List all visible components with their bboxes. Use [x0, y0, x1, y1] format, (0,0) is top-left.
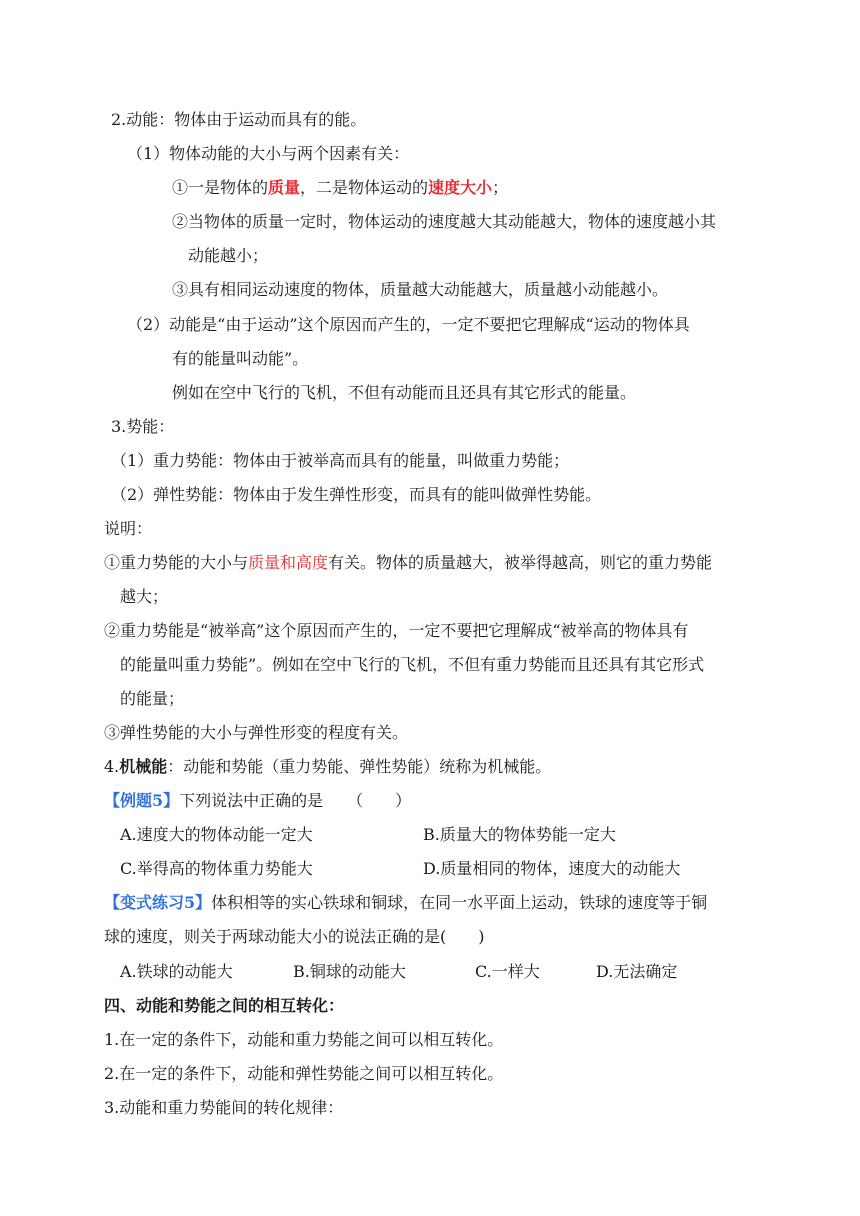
- variant-5-label: 【变式练习5】: [104, 893, 212, 912]
- example-5-label: 【例题5】: [104, 791, 180, 810]
- kinetic-note-line-1: （2）动能是“由于运动”这个原因而产生的，一定不要把它理解成“运动的物体具: [127, 315, 690, 334]
- kinetic-factor-item-3: ③具有相同运动速度的物体，质量越大动能越大，质量越小动能越小。: [172, 280, 669, 299]
- mass-height-highlight: 质量和高度: [248, 553, 329, 572]
- kinetic-factor-item-1: [172, 176, 508, 200]
- kinetic-note-line-2: 有的能量叫动能”。: [172, 349, 309, 368]
- gravitational-potential-definition: （1）重力势能：物体由于被举高而具有的能量，叫做重力势能；: [111, 451, 570, 470]
- kinetic-factor-item-2-line-1: ②当物体的质量一定时，物体运动的速度越大其动能越大，物体的速度越小其: [172, 212, 717, 231]
- variant-5-question-line-1: [104, 891, 707, 915]
- speed-highlight: 速度大小: [428, 178, 493, 197]
- explanation-item-1-line-1: [104, 551, 712, 575]
- item1-text-a: ①一是物体的: [172, 178, 269, 197]
- explanation-item-1-line-2: 越大；: [120, 587, 169, 606]
- variant-5-option-c: C.一样大: [475, 962, 540, 981]
- kinetic-energy-title: 2.动能：物体由于运动而具有的能。: [111, 110, 367, 129]
- example-5-option-a: A.速度大的物体动能一定大: [120, 825, 313, 844]
- kinetic-factors-point: （1）物体动能的大小与两个因素有关：: [127, 144, 410, 163]
- variant-5-text: 体积相等的实心铁球和铜球，在同一水平面上运动，铁球的速度等于铜: [211, 893, 708, 912]
- conversion-point-2: 2.在一定的条件下，动能和弹性势能之间可以相互转化。: [104, 1064, 504, 1083]
- variant-5-question-line-2: 球的速度，则关于两球动能大小的说法正确的是( ): [104, 927, 485, 946]
- explanation-item-2-line-3: 的能量；: [120, 689, 185, 708]
- mechanical-energy-term: 机械能: [119, 757, 168, 776]
- example-5-option-d: D.质量相同的物体，速度大的动能大: [423, 859, 681, 878]
- explanation-item-3: ③弹性势能的大小与弹性形变的程度有关。: [104, 723, 409, 742]
- explanation-item-2-line-2: 的能量叫重力势能”。例如在空中飞行的飞机，不但有重力势能而且还具有其它形式: [120, 655, 705, 674]
- item1-text-b: ，二是物体运动的: [300, 178, 429, 197]
- variant-5-option-d: D.无法确定: [596, 962, 678, 981]
- example-5-text: 下列说法中正确的是 （ ）: [179, 791, 412, 810]
- exp1-text-b: 有关。物体的质量越大，被举得越高，则它的重力势能: [328, 553, 713, 572]
- mechanical-energy-definition: [104, 755, 551, 779]
- exp1-text-a: ①重力势能的大小与: [104, 553, 249, 572]
- conversion-point-3: 3.动能和重力势能间的转化规律：: [104, 1098, 344, 1117]
- mass-highlight: 质量: [268, 178, 301, 197]
- elastic-potential-definition: （2）弹性势能：物体由于发生弹性形变，而具有的能叫做弹性势能。: [111, 485, 602, 504]
- variant-5-option-a: A.铁球的动能大: [120, 962, 233, 981]
- item1-text-c: ；: [492, 178, 509, 197]
- explanation-label: 说明：: [104, 519, 153, 538]
- example-5-option-b: B.质量大的物体势能一定大: [423, 825, 616, 844]
- energy-conversion-heading: 四、动能和势能之间的相互转化：: [104, 996, 345, 1015]
- variant-5-option-b: B.铜球的动能大: [293, 962, 406, 981]
- explanation-item-2-line-1: ②重力势能是“被举高”这个原因而产生的，一定不要把它理解成“被举高的物体具有: [104, 621, 689, 640]
- kinetic-factor-item-2-line-2: 动能越小；: [188, 246, 269, 265]
- example-5-question: [104, 789, 411, 813]
- potential-energy-title: 3.势能：: [111, 417, 175, 436]
- kinetic-note-line-3: 例如在空中飞行的飞机，不但有动能而且还具有其它形式的能量。: [172, 383, 637, 402]
- example-5-option-c: C.举得高的物体重力势能大: [120, 859, 313, 878]
- mech-num: 4.: [104, 757, 120, 776]
- conversion-point-1: 1.在一定的条件下，动能和重力势能之间可以相互转化。: [104, 1030, 504, 1049]
- mech-rest: ：动能和势能（重力势能、弹性势能）统称为机械能。: [167, 757, 552, 776]
